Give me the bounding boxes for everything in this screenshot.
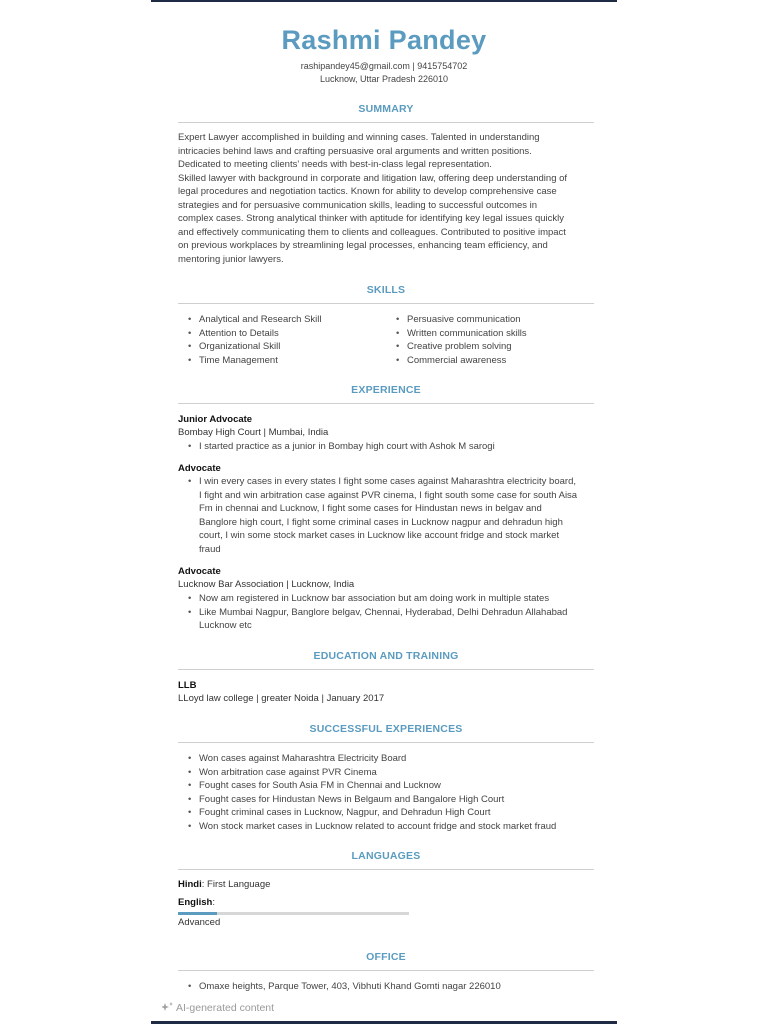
languages-heading: LANGUAGES	[351, 850, 421, 862]
achievement-item: • Won cases against Maharashtra Electricity Board	[178, 752, 596, 766]
achievements-heading: SUCCESSFUL EXPERIENCES	[309, 723, 463, 735]
english-level: Advanced	[178, 917, 221, 928]
skill-item: • Time Management	[178, 354, 378, 368]
job-bullet: • I started practice as a junior in Bombay high court with Ashok M sarogi	[178, 440, 596, 454]
contact-info: rashipandey45@gmail.com | 9415754702	[300, 61, 468, 71]
sparkle-icon	[162, 1002, 174, 1012]
achievement-item: • Fought criminal cases in Lucknow, Nagpur, and Dehradun High Court	[178, 806, 596, 820]
achievements-list	[178, 752, 596, 834]
summary-text	[178, 131, 594, 266]
job-bullets	[178, 475, 596, 557]
language-level: : First Language	[201, 879, 271, 890]
ai-generated-watermark	[162, 1002, 274, 1014]
summary-divider	[178, 122, 594, 123]
job-bullet-line: Banglore high court, I fight some criminal cases in Lucknow nagpur and dehradun high	[199, 516, 563, 528]
education-heading: EDUCATION AND TRAINING	[313, 650, 459, 662]
office-divider	[178, 970, 594, 971]
summary-line: strategies and for persuasive communication skills, leading to successful outcomes in	[178, 199, 538, 211]
achievements-divider	[178, 742, 594, 743]
job-organization: Lucknow Bar Association | Lucknow, India	[178, 579, 355, 590]
job-bullet	[178, 606, 596, 633]
skill-item: • Creative problem solving	[386, 340, 596, 354]
language-name: Hindi	[178, 879, 202, 890]
skills-list-left	[178, 313, 378, 367]
top-border	[151, 0, 617, 2]
language-colon: :	[212, 897, 215, 908]
job-bullet-line: Fm in chennai and Lucknow, I fight some cases for Hindustan news in belgav and	[199, 503, 542, 515]
degree: LLB	[178, 680, 197, 691]
education-detail: LLoyd law college | greater Noida | January 2017	[178, 693, 385, 704]
achievement-item: • Fought cases for Hindustan News in Belgaum and Bangalore High Court	[178, 793, 596, 807]
watermark-text: AI-generated content	[176, 1002, 275, 1014]
summary-heading: SUMMARY	[358, 103, 414, 115]
experience-heading: EXPERIENCE	[351, 384, 421, 396]
summary-line: Dedicated to meeting clients' needs with best-in-class legal representation.	[178, 159, 492, 170]
skill-item: • Organizational Skill	[178, 340, 378, 354]
summary-line: and effectively communicating them to clients and colleagues. Contributed to positive impact	[178, 226, 566, 238]
job-title: Advocate	[178, 463, 221, 474]
summary-line: complex cases. Strong analytical thinker with aptitude for identifying key legal issues quickly	[178, 213, 564, 224]
location: Lucknow, Uttar Pradesh 226010	[319, 74, 449, 84]
office-heading: OFFICE	[366, 951, 406, 963]
skill-item: • Attention to Details	[178, 327, 378, 341]
job-bullet-line: fraud	[199, 543, 221, 555]
summary-line: Skilled lawyer with background in corporate and litigation law, offering deep understanding of	[178, 172, 568, 184]
achievement-item: • Won stock market cases in Lucknow related to account fridge and stock market fraud	[178, 820, 596, 834]
job-bullets	[178, 440, 596, 454]
job-organization: Bombay High Court | Mumbai, India	[178, 427, 329, 438]
office-address: • Omaxe heights, Parque Tower, 403, Vibhuti Khand Gomti nagar 226010	[178, 980, 596, 994]
skills-list-right	[386, 313, 596, 367]
english-proficiency-fill	[178, 912, 217, 915]
job-bullets	[178, 592, 596, 633]
summary-line: intricacies behind laws and crafting persuasive oral arguments and written positions.	[178, 145, 532, 157]
skills-heading: SKILLS	[366, 284, 406, 296]
job-bullet-line: • Like Mumbai Nagpur, Banglore belgav, Chennai, Hyderabad, Delhi Dehradun Allahabad	[199, 606, 568, 618]
achievement-item: • Won arbitration case against PVR Cinema	[178, 766, 596, 780]
skills-divider	[178, 303, 594, 304]
language-name: English	[178, 897, 213, 908]
skill-item: • Commercial awareness	[386, 354, 596, 368]
job-bullet-line: Lucknow etc	[199, 620, 252, 632]
job-bullet-line: I fight and win arbitration case against PVR cinema, I fight south some case for south Aisa	[199, 489, 578, 501]
candidate-name: Rashmi Pandey	[281, 25, 487, 55]
skill-item: • Analytical and Research Skill	[178, 313, 378, 327]
job-title: Advocate	[178, 566, 221, 577]
languages-divider	[178, 869, 594, 870]
job-bullet-line: court, I win some stock market cases in Lucknow like account fridge and stock market	[199, 530, 560, 542]
language-english	[178, 897, 215, 908]
summary-line: legal procedures and negotiation tactics. Known for ability to develop comprehensive case	[178, 186, 557, 197]
office-list	[178, 980, 596, 994]
job-bullet-line: • I win every cases in every states I fight some cases against Maharashtra electricity board,	[199, 476, 576, 487]
job-bullet	[178, 475, 596, 557]
english-proficiency-bar	[178, 912, 409, 915]
job-title: Junior Advocate	[178, 414, 253, 425]
experience-divider	[178, 403, 594, 404]
summary-line: Expert Lawyer accomplished in building and winning cases. Talented in understanding	[178, 132, 540, 143]
skill-item: • Persuasive communication	[386, 313, 596, 327]
skill-item: • Written communication skills	[386, 327, 596, 341]
job-bullet: • Now am registered in Lucknow bar association but am doing work in multiple states	[178, 592, 596, 606]
education-divider	[178, 669, 594, 670]
summary-line: mentoring junior lawyers.	[178, 253, 284, 265]
language-hindi	[178, 879, 270, 890]
achievement-item: • Fought cases for South Asia FM in Chennai and Lucknow	[178, 779, 596, 793]
summary-line: on previous workplaces by streamlining legal processes, enhancing team efficiency, and	[178, 240, 548, 251]
